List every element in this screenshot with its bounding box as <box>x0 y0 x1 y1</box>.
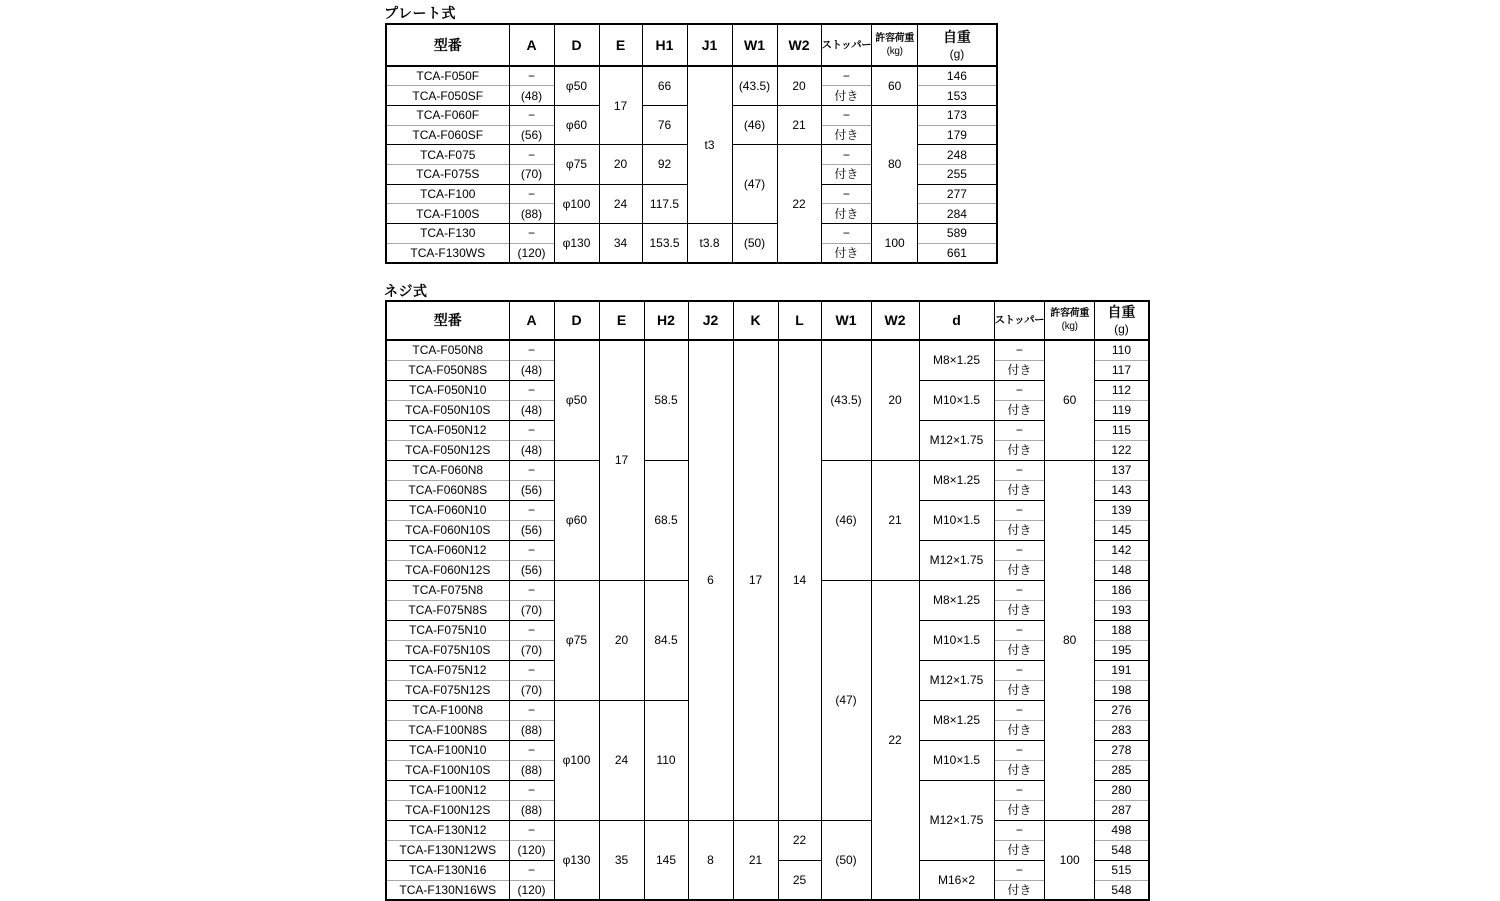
table-cell: 80 <box>872 105 918 223</box>
table-cell: 589 <box>918 224 997 244</box>
table-cell: 24 <box>599 700 644 820</box>
table-cell: 21 <box>733 820 778 900</box>
table-cell: TCA-F050N12S <box>386 440 509 460</box>
table-cell: − <box>509 420 554 440</box>
table-cell: TCA-F075 <box>386 145 509 165</box>
table-cell: 186 <box>1095 580 1149 600</box>
table-cell: 付き <box>994 760 1045 780</box>
table-cell: TCA-F100N10 <box>386 740 509 760</box>
screw-table-body <box>386 340 1149 900</box>
table-cell: TCA-F060SF <box>386 125 509 145</box>
table-cell: φ60 <box>554 460 599 580</box>
table-cell: TCA-F075N10S <box>386 640 509 660</box>
table-cell: 548 <box>1095 840 1149 860</box>
table-cell: 143 <box>1095 480 1149 500</box>
column-header: 型番 <box>386 301 509 340</box>
table-cell: TCA-F130N12 <box>386 820 509 840</box>
table-cell: M10×1.5 <box>919 620 994 660</box>
column-header: H2 <box>644 301 688 340</box>
table-cell: TCA-F060N8S <box>386 480 509 500</box>
table-cell: − <box>509 66 554 86</box>
table-cell: 515 <box>1095 860 1149 880</box>
table-cell: 139 <box>1095 500 1149 520</box>
column-header: ストッパー <box>994 301 1045 340</box>
table-cell: − <box>994 700 1045 720</box>
table-cell: φ75 <box>554 580 599 700</box>
table-cell: 58.5 <box>644 340 688 460</box>
table-cell: 661 <box>918 243 997 263</box>
column-header: ストッパー <box>821 24 872 66</box>
table-cell: − <box>509 105 554 125</box>
table-cell: 付き <box>821 243 872 263</box>
table-cell: − <box>821 184 872 204</box>
table-cell: φ130 <box>554 820 599 900</box>
table-cell: (46) <box>732 105 777 144</box>
table-cell: 17 <box>599 340 644 580</box>
table-cell: − <box>509 700 554 720</box>
table-cell: TCA-F050N8S <box>386 360 509 380</box>
table-cell: − <box>994 380 1045 400</box>
table-cell: (88) <box>509 760 554 780</box>
column-header: E <box>599 301 644 340</box>
table-cell: 92 <box>642 145 687 184</box>
table-cell: 66 <box>642 66 687 105</box>
table-cell: 142 <box>1095 540 1149 560</box>
table-cell: 24 <box>599 184 642 223</box>
table-cell: − <box>509 184 554 204</box>
table-cell: 付き <box>994 600 1045 620</box>
plate-table-header <box>386 24 997 66</box>
table-cell: 60 <box>1045 340 1095 460</box>
table-cell: − <box>509 780 554 800</box>
plate-spec-table <box>385 23 998 264</box>
table-cell: (88) <box>509 204 554 224</box>
table-cell: 276 <box>1095 700 1149 720</box>
table-cell: − <box>821 224 872 244</box>
table-cell: 548 <box>1095 880 1149 900</box>
table-cell: 188 <box>1095 620 1149 640</box>
column-header: 自重 (g) <box>918 24 997 66</box>
table-cell: (56) <box>509 480 554 500</box>
column-header: J1 <box>687 24 732 66</box>
table-cell: 112 <box>1095 380 1149 400</box>
table-cell: 117.5 <box>642 184 687 223</box>
table-cell: − <box>994 540 1045 560</box>
header-row <box>386 301 1149 340</box>
table-cell: (70) <box>509 600 554 620</box>
table-cell: TCA-F050F <box>386 66 509 86</box>
table-cell: 21 <box>777 105 821 144</box>
table-cell: 84.5 <box>644 580 688 700</box>
column-header: 許容荷重 (kg) <box>1045 301 1095 340</box>
table-cell: (47) <box>732 145 777 224</box>
table-cell: TCA-F075N12S <box>386 680 509 700</box>
table-cell: TCA-F100S <box>386 204 509 224</box>
table-cell: φ60 <box>554 105 599 144</box>
table-cell: (46) <box>821 460 871 580</box>
table-cell: − <box>821 145 872 165</box>
table-cell: t3.8 <box>687 224 732 263</box>
table-cell: t3 <box>687 66 732 224</box>
table-cell: (47) <box>821 580 871 820</box>
table-cell: 173 <box>918 105 997 125</box>
table-cell: TCA-F075N8S <box>386 600 509 620</box>
table-cell: 35 <box>599 820 644 900</box>
table-cell: 22 <box>777 145 821 263</box>
table-cell: 145 <box>1095 520 1149 540</box>
table-cell: 20 <box>599 580 644 700</box>
table-cell: 付き <box>821 164 872 184</box>
table-cell: 145 <box>644 820 688 900</box>
table-cell: − <box>994 620 1045 640</box>
table-cell: (70) <box>509 680 554 700</box>
table-cell: M8×1.25 <box>919 340 994 380</box>
table-cell: TCA-F130WS <box>386 243 509 263</box>
table-cell: TCA-F100 <box>386 184 509 204</box>
column-header: L <box>778 301 821 340</box>
column-header: W1 <box>821 301 871 340</box>
screw-table-title: ネジ式 <box>384 283 428 299</box>
table-cell: − <box>509 380 554 400</box>
column-header: D <box>554 301 599 340</box>
table-cell: 284 <box>918 204 997 224</box>
table-cell: 191 <box>1095 660 1149 680</box>
column-header: W2 <box>871 301 919 340</box>
table-cell: − <box>994 740 1045 760</box>
table-cell: 付き <box>994 560 1045 580</box>
table-cell: TCA-F060N12 <box>386 540 509 560</box>
table-cell: 283 <box>1095 720 1149 740</box>
plate-table-body <box>386 66 997 263</box>
table-cell: 80 <box>1045 460 1095 820</box>
table-cell: − <box>509 740 554 760</box>
table-cell: (48) <box>509 360 554 380</box>
table-cell: TCA-F100N10S <box>386 760 509 780</box>
table-cell: − <box>509 460 554 480</box>
table-cell: M8×1.25 <box>919 460 994 500</box>
plate-table-title: プレート式 <box>384 5 456 21</box>
table-cell: − <box>509 224 554 244</box>
column-header: A <box>509 301 554 340</box>
table-cell: 21 <box>871 460 919 580</box>
table-row <box>386 820 1149 840</box>
table-cell: 付き <box>821 86 872 106</box>
table-cell: − <box>509 820 554 840</box>
table-cell: (50) <box>732 224 777 263</box>
table-cell: − <box>994 340 1045 360</box>
table-cell: − <box>994 500 1045 520</box>
table-cell: TCA-F100N12 <box>386 780 509 800</box>
table-cell: 76 <box>642 105 687 144</box>
table-cell: 280 <box>1095 780 1149 800</box>
column-header: E <box>599 24 642 66</box>
table-cell: 20 <box>871 340 919 460</box>
table-cell: 100 <box>1045 820 1095 900</box>
table-row <box>386 224 997 244</box>
table-cell: − <box>821 105 872 125</box>
table-cell: M10×1.5 <box>919 740 994 780</box>
table-cell: M8×1.25 <box>919 700 994 740</box>
table-cell: 153 <box>918 86 997 106</box>
table-cell: 25 <box>778 860 821 900</box>
table-cell: 付き <box>994 680 1045 700</box>
table-row <box>386 66 997 86</box>
column-header: 許容荷重 (kg) <box>872 24 918 66</box>
table-cell: (56) <box>509 560 554 580</box>
table-cell: φ50 <box>554 66 599 105</box>
table-cell: 付き <box>994 400 1045 420</box>
table-cell: − <box>994 580 1045 600</box>
table-cell: TCA-F060N10S <box>386 520 509 540</box>
table-cell: − <box>509 340 554 360</box>
table-cell: 122 <box>1095 440 1149 460</box>
table-cell: 付き <box>994 440 1045 460</box>
table-cell: 193 <box>1095 600 1149 620</box>
table-cell: − <box>509 540 554 560</box>
table-cell: TCA-F100N8S <box>386 720 509 740</box>
table-cell: M16×2 <box>919 860 994 900</box>
table-cell: φ50 <box>554 340 599 460</box>
table-cell: 付き <box>994 480 1045 500</box>
table-cell: − <box>994 660 1045 680</box>
table-row <box>386 340 1149 360</box>
table-cell: M10×1.5 <box>919 380 994 420</box>
table-cell: 110 <box>644 700 688 820</box>
table-cell: M12×1.75 <box>919 780 994 860</box>
table-cell: TCA-F130N16WS <box>386 880 509 900</box>
table-cell: M12×1.75 <box>919 420 994 460</box>
table-cell: − <box>509 145 554 165</box>
table-cell: 17 <box>733 340 778 820</box>
table-cell: TCA-F050N8 <box>386 340 509 360</box>
table-cell: TCA-F060N8 <box>386 460 509 480</box>
table-cell: TCA-F050SF <box>386 86 509 106</box>
header-row <box>386 24 997 66</box>
table-cell: 付き <box>994 640 1045 660</box>
column-header: J2 <box>688 301 733 340</box>
table-cell: 148 <box>1095 560 1149 580</box>
table-cell: (48) <box>509 86 554 106</box>
column-header: K <box>733 301 778 340</box>
table-cell: 248 <box>918 145 997 165</box>
table-cell: 付き <box>994 800 1045 820</box>
table-cell: (56) <box>509 125 554 145</box>
table-cell: TCA-F100N12S <box>386 800 509 820</box>
table-cell: 6 <box>688 340 733 820</box>
column-header: H1 <box>642 24 687 66</box>
table-cell: (120) <box>509 243 554 263</box>
table-cell: 179 <box>918 125 997 145</box>
table-cell: 付き <box>994 520 1045 540</box>
table-cell: 付き <box>821 125 872 145</box>
table-cell: 22 <box>778 820 821 860</box>
table-cell: (43.5) <box>821 340 871 460</box>
table-cell: − <box>994 460 1045 480</box>
table-cell: − <box>509 500 554 520</box>
table-cell: (88) <box>509 720 554 740</box>
table-cell: 110 <box>1095 340 1149 360</box>
table-cell: TCA-F060F <box>386 105 509 125</box>
table-cell: (43.5) <box>732 66 777 105</box>
table-cell: 255 <box>918 164 997 184</box>
table-cell: − <box>509 860 554 880</box>
table-cell: − <box>994 780 1045 800</box>
table-cell: (120) <box>509 840 554 860</box>
table-cell: (48) <box>509 440 554 460</box>
table-cell: 68.5 <box>644 460 688 580</box>
table-cell: φ130 <box>554 224 599 263</box>
table-cell: 20 <box>777 66 821 105</box>
table-cell: TCA-F060N10 <box>386 500 509 520</box>
table-cell: φ75 <box>554 145 599 184</box>
table-cell: (56) <box>509 520 554 540</box>
table-cell: − <box>994 420 1045 440</box>
table-cell: 146 <box>918 66 997 86</box>
screw-spec-table <box>385 300 1150 901</box>
table-cell: 14 <box>778 340 821 820</box>
column-header: 型番 <box>386 24 509 66</box>
table-cell: 285 <box>1095 760 1149 780</box>
table-cell: − <box>821 66 872 86</box>
table-cell: 117 <box>1095 360 1149 380</box>
column-header: A <box>509 24 554 66</box>
table-cell: TCA-F075N12 <box>386 660 509 680</box>
table-cell: − <box>994 860 1045 880</box>
table-cell: (48) <box>509 400 554 420</box>
table-cell: M12×1.75 <box>919 660 994 700</box>
table-cell: TCA-F130N16 <box>386 860 509 880</box>
column-header: 自重 (g) <box>1095 301 1149 340</box>
table-cell: TCA-F075N10 <box>386 620 509 640</box>
table-cell: − <box>994 820 1045 840</box>
table-cell: 198 <box>1095 680 1149 700</box>
table-cell: M12×1.75 <box>919 540 994 580</box>
table-cell: TCA-F130 <box>386 224 509 244</box>
table-cell: 付き <box>994 880 1045 900</box>
table-cell: TCA-F130N12WS <box>386 840 509 860</box>
table-cell: (88) <box>509 800 554 820</box>
table-cell: TCA-F050N10S <box>386 400 509 420</box>
table-cell: 17 <box>599 66 642 145</box>
table-cell: M10×1.5 <box>919 500 994 540</box>
column-header: W1 <box>732 24 777 66</box>
table-cell: TCA-F075N8 <box>386 580 509 600</box>
table-cell: 34 <box>599 224 642 263</box>
table-cell: M8×1.25 <box>919 580 994 620</box>
table-cell: 119 <box>1095 400 1149 420</box>
screw-table-header <box>386 301 1149 340</box>
table-cell: 153.5 <box>642 224 687 263</box>
table-cell: TCA-F075S <box>386 164 509 184</box>
table-cell: − <box>509 580 554 600</box>
table-cell: 付き <box>994 360 1045 380</box>
table-cell: 60 <box>872 66 918 105</box>
column-header: W2 <box>777 24 821 66</box>
table-cell: φ100 <box>554 184 599 223</box>
table-cell: (70) <box>509 164 554 184</box>
table-cell: − <box>509 620 554 640</box>
table-cell: 100 <box>872 224 918 263</box>
table-cell: 115 <box>1095 420 1149 440</box>
table-cell: 付き <box>994 840 1045 860</box>
table-cell: (50) <box>821 820 871 900</box>
table-cell: − <box>509 660 554 680</box>
table-cell: (120) <box>509 880 554 900</box>
table-cell: 付き <box>821 204 872 224</box>
table-cell: 8 <box>688 820 733 900</box>
table-cell: 195 <box>1095 640 1149 660</box>
column-header: D <box>554 24 599 66</box>
column-header: d <box>919 301 994 340</box>
table-cell: 277 <box>918 184 997 204</box>
table-cell: TCA-F050N10 <box>386 380 509 400</box>
table-cell: (70) <box>509 640 554 660</box>
table-cell: φ100 <box>554 700 599 820</box>
table-cell: 278 <box>1095 740 1149 760</box>
table-cell: 20 <box>599 145 642 184</box>
table-cell: 287 <box>1095 800 1149 820</box>
table-cell: 付き <box>994 720 1045 740</box>
table-cell: 498 <box>1095 820 1149 840</box>
table-cell: TCA-F050N12 <box>386 420 509 440</box>
table-cell: TCA-F100N8 <box>386 700 509 720</box>
table-cell: TCA-F060N12S <box>386 560 509 580</box>
table-cell: 22 <box>871 580 919 900</box>
table-cell: 137 <box>1095 460 1149 480</box>
